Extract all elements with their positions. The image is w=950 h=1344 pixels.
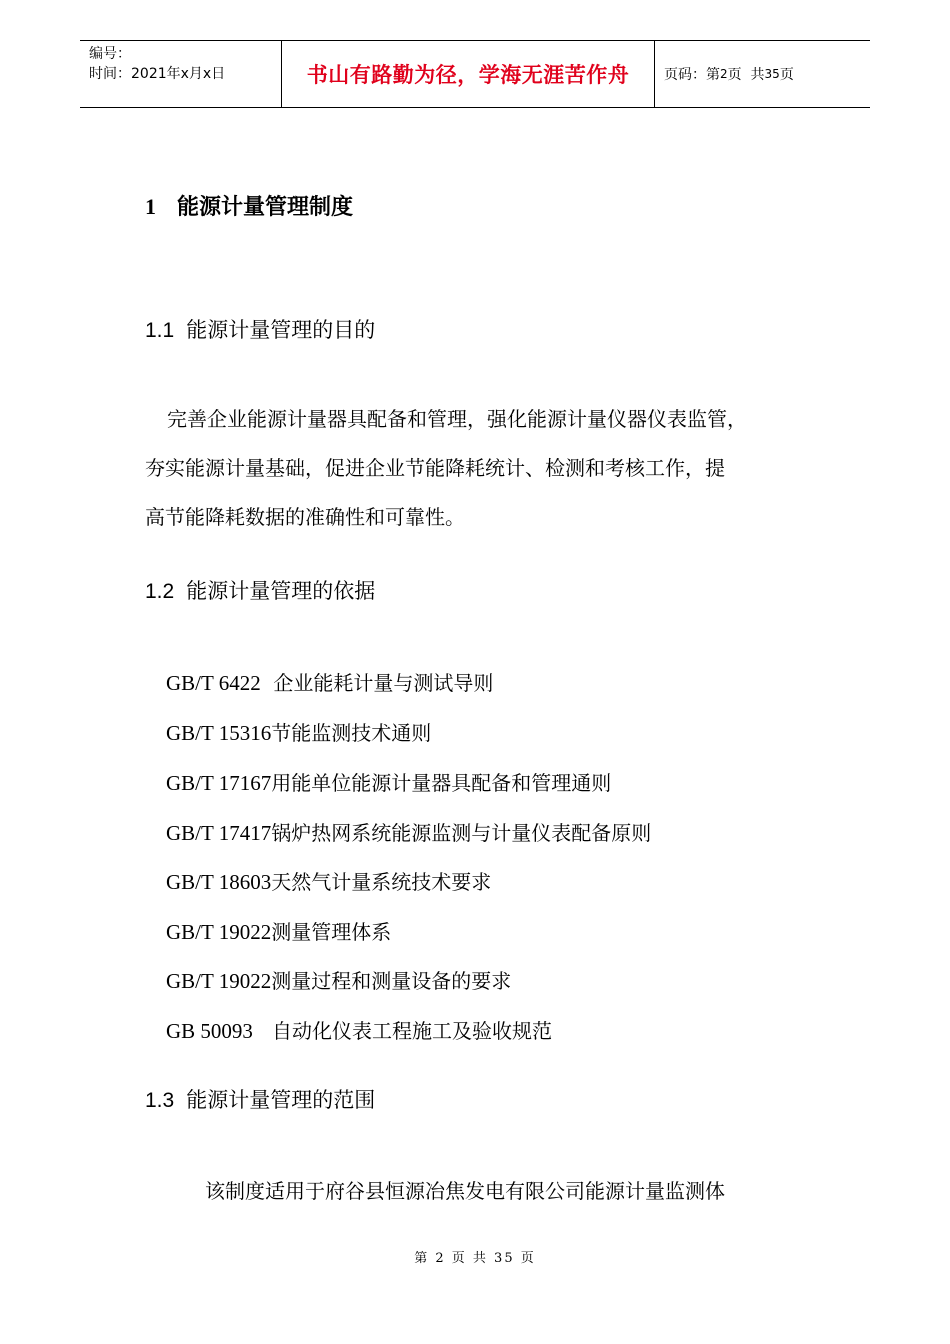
body-line: 完善企业能源计量器具配备和管理，强化能源计量仪器仪表监管， bbox=[167, 407, 747, 431]
section-1-3-title: 能源计量管理的范围 bbox=[186, 1088, 376, 1112]
standard-code: GB/T 17167 bbox=[166, 771, 272, 795]
header-page-info bbox=[655, 41, 870, 107]
standard-code: GB/T 17417 bbox=[166, 821, 272, 845]
section-1-number: 1 bbox=[145, 194, 156, 219]
standard-code: GB 50093 bbox=[166, 1019, 253, 1043]
page-footer: 第 2 页 共 35 页 bbox=[414, 1251, 536, 1266]
standard-code: GB/T 18603 bbox=[166, 870, 272, 894]
standard-code: GB/T 19022 bbox=[166, 969, 272, 993]
standard-name: 用能单位能源计量器具配备和管理通则 bbox=[271, 771, 612, 795]
section-1-2-number: 1.2 bbox=[145, 580, 175, 603]
header-page-current: 2 bbox=[720, 67, 728, 81]
section-1-title: 能源计量管理制度 bbox=[177, 195, 354, 220]
section-1-2-title: 能源计量管理的依据 bbox=[186, 579, 376, 603]
standard-name: 测量过程和测量设备的要求 bbox=[271, 969, 512, 993]
header-time-label: 时间：2021年x月x日 bbox=[89, 66, 226, 82]
standard-name: 节能监测技术通则 bbox=[271, 721, 432, 745]
standard-name: 企业能耗计量与测试导则 bbox=[260, 671, 494, 695]
standard-code: GB/T 6422 bbox=[166, 671, 261, 695]
standard-name: 自动化仪表工程施工及验收规范 bbox=[252, 1019, 553, 1043]
header-page-mid: 页 共 bbox=[727, 67, 765, 83]
standard-item bbox=[166, 667, 493, 696]
standard-item bbox=[166, 767, 611, 796]
standard-code: GB/T 15316 bbox=[166, 721, 272, 745]
header-number-label: 编号： bbox=[89, 46, 131, 62]
body-line: 高节能降耗数据的准确性和可靠性。 bbox=[145, 505, 465, 529]
standard-name: 测量管理体系 bbox=[271, 920, 392, 944]
body-line: 夯实能源计量基础，促进企业节能降耗统计、检测和考核工作，提 bbox=[145, 456, 725, 480]
standard-name: 锅炉热网系统能源监测与计量仪表配备原则 bbox=[271, 821, 652, 845]
section-1-3-body bbox=[205, 1167, 905, 1216]
body-line: 该制度适用于府谷县恒源冶焦发电有限公司能源计量监测体 bbox=[205, 1179, 725, 1203]
section-1-3-heading bbox=[145, 1084, 375, 1114]
standard-item bbox=[166, 1015, 552, 1044]
standard-item bbox=[166, 916, 391, 945]
standard-code: GB/T 19022 bbox=[166, 920, 272, 944]
standard-item bbox=[166, 717, 431, 746]
standard-name: 天然气计量系统技术要求 bbox=[271, 870, 492, 894]
section-1-1-heading bbox=[145, 314, 375, 344]
section-1-1-body bbox=[145, 395, 845, 542]
header-meta bbox=[80, 41, 282, 107]
header-page-total: 35 bbox=[764, 67, 780, 81]
header-page-prefix: 页码：第 bbox=[664, 67, 720, 83]
header-page-suffix: 页 bbox=[779, 67, 794, 83]
section-1-2-heading bbox=[145, 575, 375, 605]
section-1-heading bbox=[145, 190, 353, 221]
page-header bbox=[80, 40, 870, 108]
standard-item bbox=[166, 866, 491, 895]
section-1-3-number: 1.3 bbox=[145, 1089, 175, 1112]
section-1-1-title: 能源计量管理的目的 bbox=[186, 318, 376, 342]
header-motto: 书山有路勤为径，学海无涯苦作舟 bbox=[282, 41, 655, 107]
standard-item bbox=[166, 817, 651, 846]
standard-item bbox=[166, 965, 511, 994]
section-1-1-number: 1.1 bbox=[145, 319, 175, 342]
